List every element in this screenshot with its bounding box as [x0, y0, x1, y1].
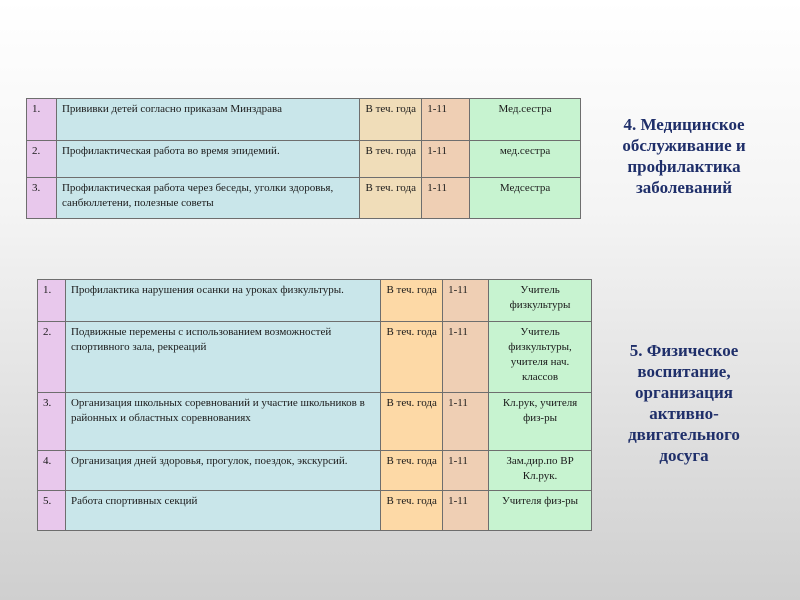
row-number: 4. [38, 451, 66, 491]
table-row [27, 141, 581, 178]
term-cell: В теч. года [360, 178, 422, 219]
table-row [38, 451, 592, 491]
term-cell: В теч. года [381, 322, 443, 393]
responsible-cell: Медсестра [470, 178, 581, 219]
row-number: 5. [38, 491, 66, 531]
responsible-cell: Учитель физкультуры [489, 280, 592, 322]
activity-cell: Прививки детей согласно приказам Минздрава [56, 99, 359, 141]
responsible-cell: Кл.рук, учителя физ-ры [489, 393, 592, 451]
row-number: 3. [38, 393, 66, 451]
grades-cell: 1-11 [443, 491, 489, 531]
grades-cell: 1-11 [443, 451, 489, 491]
section-title-physical: 5. Физическое воспитание, организация активно- двигательного досуга [628, 341, 740, 465]
table-row [38, 280, 592, 322]
activity-cell: Работа спортивных секций [65, 491, 380, 531]
physical-education-table [37, 279, 592, 531]
row-number: 1. [27, 99, 57, 141]
activity-cell: Профилактическая работа через беседы, уголки здоровья, санбюллетени, полезные советы [56, 178, 359, 219]
table-row [27, 99, 581, 141]
table-row [27, 178, 581, 219]
grades-cell: 1-11 [443, 280, 489, 322]
responsible-cell: Учитель физкультуры, учителя нач. классов [489, 322, 592, 393]
row-number: 2. [27, 141, 57, 178]
term-cell: В теч. года [360, 99, 422, 141]
grades-cell: 1-11 [443, 393, 489, 451]
table-row [38, 491, 592, 531]
term-cell: В теч. года [360, 141, 422, 178]
medical-service-table [26, 98, 581, 219]
responsible-cell: Мед.сестра [470, 99, 581, 141]
table-row [38, 393, 592, 451]
row-number: 2. [38, 322, 66, 393]
grades-cell: 1-11 [443, 322, 489, 393]
section-title-medical: 4. Медицинское обслуживание и профилактика заболеваний [622, 115, 746, 197]
activity-cell: Организация дней здоровья, прогулок, поездок, экскурсий. [65, 451, 380, 491]
table-row [38, 322, 592, 393]
responsible-cell: мед.сестра [470, 141, 581, 178]
term-cell: В теч. года [381, 393, 443, 451]
row-number: 3. [27, 178, 57, 219]
responsible-cell: Учителя физ-ры [489, 491, 592, 531]
term-cell: В теч. года [381, 280, 443, 322]
term-cell: В теч. года [381, 451, 443, 491]
activity-cell: Профилактика нарушения осанки на уроках физкультуры. [65, 280, 380, 322]
responsible-cell: Зам.дир.по ВР Кл.рук. [489, 451, 592, 491]
activity-cell: Профилактическая работа во время эпидемий. [56, 141, 359, 178]
term-cell: В теч. года [381, 491, 443, 531]
grades-cell: 1-11 [422, 178, 470, 219]
activity-cell: Подвижные перемены с использованием возможностей спортивного зала, рекреаций [65, 322, 380, 393]
row-number: 1. [38, 280, 66, 322]
grades-cell: 1-11 [422, 99, 470, 141]
activity-cell: Организация школьных соревнований и участие школьников в районных и областных соревнованиях [65, 393, 380, 451]
grades-cell: 1-11 [422, 141, 470, 178]
